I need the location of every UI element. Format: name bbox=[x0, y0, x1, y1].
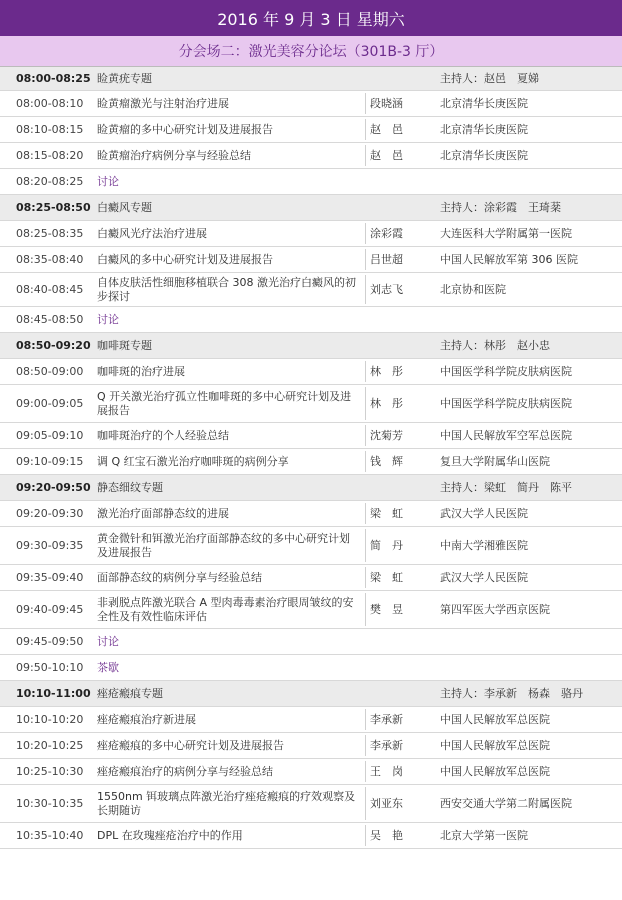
time-cell: 09:35-09:40 bbox=[16, 570, 84, 584]
time-cell: 09:20-09:30 bbox=[16, 506, 84, 520]
topic-cell: 讨论 bbox=[97, 634, 119, 648]
topic-cell: 非剥脱点阵激光联合 A 型肉毒毒素治疗眼周皱纹的安全性及有效性临床评估 bbox=[97, 595, 354, 623]
talk-row bbox=[0, 423, 622, 449]
time-cell: 09:45-09:50 bbox=[16, 634, 84, 648]
institution-cell: 中国人民解放军空军总医院 bbox=[440, 428, 572, 442]
institution-cell: 北京协和医院 bbox=[440, 282, 506, 296]
column-divider bbox=[365, 223, 366, 244]
section-title: 睑黄疣专题 bbox=[97, 71, 152, 85]
column-divider bbox=[365, 145, 366, 166]
speaker-cell: 钱 辉 bbox=[370, 454, 403, 468]
column-divider bbox=[365, 119, 366, 140]
institution-cell: 北京清华长庚医院 bbox=[440, 148, 528, 162]
schedule-table bbox=[0, 66, 622, 849]
topic-cell: 痤疮瘢痕治疗新进展 bbox=[97, 712, 196, 726]
talk-row bbox=[0, 707, 622, 733]
speaker-cell: 沈菊芳 bbox=[370, 428, 403, 442]
section-row bbox=[0, 333, 622, 359]
time-cell: 09:40-09:45 bbox=[16, 602, 84, 616]
host-cell: 主持人：梁虹 简丹 陈平 bbox=[440, 480, 572, 494]
speaker-cell: 涂彩霞 bbox=[370, 226, 403, 240]
talk-row bbox=[0, 527, 622, 565]
time-cell: 09:50-10:10 bbox=[16, 660, 84, 674]
topic-cell: 白癜风光疗法治疗进展 bbox=[97, 226, 207, 240]
time-cell: 09:20-09:50 bbox=[16, 480, 91, 494]
time-cell: 08:15-08:20 bbox=[16, 148, 84, 162]
column-divider bbox=[365, 93, 366, 114]
section-title: 静态细纹专题 bbox=[97, 480, 163, 494]
topic-cell: 茶歇 bbox=[97, 660, 119, 674]
topic-cell: 调 Q 红宝石激光治疗咖啡斑的病例分享 bbox=[97, 454, 289, 468]
section-row bbox=[0, 195, 622, 221]
talk-row bbox=[0, 221, 622, 247]
section-title: 痤疮瘢痕专题 bbox=[97, 686, 163, 700]
column-divider bbox=[365, 761, 366, 782]
speaker-cell: 简 丹 bbox=[370, 538, 403, 552]
section-row bbox=[0, 681, 622, 707]
section-title: 白癜风专题 bbox=[97, 200, 152, 214]
time-cell: 10:20-10:25 bbox=[16, 738, 84, 752]
institution-cell: 第四军医大学西京医院 bbox=[440, 602, 550, 616]
time-cell: 08:10-08:15 bbox=[16, 122, 84, 136]
institution-cell: 中国医学科学院皮肤病医院 bbox=[440, 396, 572, 410]
speaker-cell: 刘志飞 bbox=[370, 282, 403, 296]
institution-cell: 中南大学湘雅医院 bbox=[440, 538, 528, 552]
institution-cell: 复旦大学附属华山医院 bbox=[440, 454, 550, 468]
time-cell: 09:05-09:10 bbox=[16, 428, 84, 442]
talk-row bbox=[0, 591, 622, 629]
speaker-cell: 樊 昱 bbox=[370, 602, 403, 616]
break-row bbox=[0, 307, 622, 333]
time-cell: 08:45-08:50 bbox=[16, 312, 84, 326]
institution-cell: 北京清华长庚医院 bbox=[440, 122, 528, 136]
institution-cell: 中国人民解放军总医院 bbox=[440, 712, 550, 726]
time-cell: 08:50-09:00 bbox=[16, 364, 84, 378]
talk-row bbox=[0, 273, 622, 307]
topic-cell: 白癜风的多中心研究计划及进展报告 bbox=[97, 252, 273, 266]
institution-cell: 北京大学第一医院 bbox=[440, 828, 528, 842]
institution-cell: 中国人民解放军总医院 bbox=[440, 738, 550, 752]
time-cell: 10:10-11:00 bbox=[16, 686, 91, 700]
talk-row bbox=[0, 449, 622, 475]
time-cell: 08:20-08:25 bbox=[16, 174, 84, 188]
institution-cell: 北京清华长庚医院 bbox=[440, 96, 528, 110]
column-divider bbox=[365, 275, 366, 304]
speaker-cell: 林 彤 bbox=[370, 396, 403, 410]
section-row bbox=[0, 475, 622, 501]
talk-row bbox=[0, 565, 622, 591]
talk-row bbox=[0, 143, 622, 169]
topic-cell: 咖啡斑的治疗进展 bbox=[97, 364, 185, 378]
talk-row bbox=[0, 247, 622, 273]
speaker-cell: 吕世超 bbox=[370, 252, 403, 266]
speaker-cell: 梁 虹 bbox=[370, 570, 403, 584]
time-cell: 09:00-09:05 bbox=[16, 396, 84, 410]
host-cell: 主持人：李承新 杨森 骆丹 bbox=[440, 686, 583, 700]
column-divider bbox=[365, 451, 366, 472]
topic-cell: 咖啡斑治疗的个人经验总结 bbox=[97, 428, 229, 442]
institution-cell: 武汉大学人民医院 bbox=[440, 506, 528, 520]
speaker-cell: 梁 虹 bbox=[370, 506, 403, 520]
topic-cell: 讨论 bbox=[97, 312, 119, 326]
column-divider bbox=[365, 825, 366, 846]
time-cell: 10:30-10:35 bbox=[16, 796, 84, 810]
host-cell: 主持人：涂彩霞 王琦棻 bbox=[440, 200, 561, 214]
topic-cell: DPL 在玫瑰痤疮治疗中的作用 bbox=[97, 828, 243, 842]
topic-cell: 黄金微针和铒激光治疗面部静态纹的多中心研究计划及进展报告 bbox=[97, 531, 350, 559]
speaker-cell: 王 岗 bbox=[370, 764, 403, 778]
time-cell: 08:25-08:50 bbox=[16, 200, 91, 214]
host-cell: 主持人：赵邑 夏娣 bbox=[440, 71, 539, 85]
column-divider bbox=[365, 735, 366, 756]
column-divider bbox=[365, 593, 366, 626]
topic-cell: 激光治疗面部静态纹的进展 bbox=[97, 506, 229, 520]
speaker-cell: 吴 艳 bbox=[370, 828, 403, 842]
speaker-cell: 李承新 bbox=[370, 712, 403, 726]
column-divider bbox=[365, 425, 366, 446]
topic-cell: Q 开关激光治疗孤立性咖啡斑的多中心研究计划及进展报告 bbox=[97, 389, 352, 417]
host-cell: 主持人：林彤 赵小忠 bbox=[440, 338, 550, 352]
column-divider bbox=[365, 787, 366, 820]
institution-cell: 武汉大学人民医院 bbox=[440, 570, 528, 584]
topic-cell: 自体皮肤活性细胞移植联合 308 激光治疗白癜风的初步探讨 bbox=[97, 275, 356, 303]
topic-cell: 睑黄瘤治疗病例分享与经验总结 bbox=[97, 148, 251, 162]
topic-cell: 痤疮瘢痕治疗的病例分享与经验总结 bbox=[97, 764, 273, 778]
column-divider bbox=[365, 503, 366, 524]
section-title: 咖啡斑专题 bbox=[97, 338, 152, 352]
time-cell: 08:50-09:20 bbox=[16, 338, 91, 352]
topic-cell: 痤疮瘢痕的多中心研究计划及进展报告 bbox=[97, 738, 284, 752]
talk-row bbox=[0, 359, 622, 385]
time-cell: 10:10-10:20 bbox=[16, 712, 84, 726]
institution-cell: 中国医学科学院皮肤病医院 bbox=[440, 364, 572, 378]
talk-row bbox=[0, 823, 622, 849]
talk-row bbox=[0, 759, 622, 785]
section-row bbox=[0, 67, 622, 91]
time-cell: 08:40-08:45 bbox=[16, 282, 84, 296]
speaker-cell: 赵 邑 bbox=[370, 148, 403, 162]
institution-cell: 大连医科大学附属第一医院 bbox=[440, 226, 572, 240]
time-cell: 10:35-10:40 bbox=[16, 828, 84, 842]
column-divider bbox=[365, 529, 366, 562]
institution-cell: 中国人民解放军第 306 医院 bbox=[440, 252, 578, 266]
break-row bbox=[0, 655, 622, 681]
column-divider bbox=[365, 361, 366, 382]
time-cell: 08:00-08:25 bbox=[16, 71, 91, 85]
topic-cell: 讨论 bbox=[97, 174, 119, 188]
break-row bbox=[0, 629, 622, 655]
time-cell: 08:00-08:10 bbox=[16, 96, 84, 110]
time-cell: 08:35-08:40 bbox=[16, 252, 84, 266]
speaker-cell: 李承新 bbox=[370, 738, 403, 752]
talk-row bbox=[0, 733, 622, 759]
talk-row bbox=[0, 501, 622, 527]
venue-header: 分会场二：激光美容分论坛（301B-3 厅） bbox=[0, 36, 622, 66]
time-cell: 09:30-09:35 bbox=[16, 538, 84, 552]
talk-row bbox=[0, 385, 622, 423]
speaker-cell: 林 彤 bbox=[370, 364, 403, 378]
column-divider bbox=[365, 709, 366, 730]
time-cell: 08:25-08:35 bbox=[16, 226, 84, 240]
speaker-cell: 赵 邑 bbox=[370, 122, 403, 136]
break-row bbox=[0, 169, 622, 195]
column-divider bbox=[365, 249, 366, 270]
topic-cell: 面部静态纹的病例分享与经验总结 bbox=[97, 570, 262, 584]
topic-cell: 1550nm 铒玻璃点阵激光治疗痤疮瘢痕的疗效观察及长期随访 bbox=[97, 789, 356, 817]
column-divider bbox=[365, 567, 366, 588]
topic-cell: 睑黄瘤的多中心研究计划及进展报告 bbox=[97, 122, 273, 136]
talk-row bbox=[0, 785, 622, 823]
talk-row bbox=[0, 91, 622, 117]
column-divider bbox=[365, 387, 366, 420]
institution-cell: 中国人民解放军总医院 bbox=[440, 764, 550, 778]
talk-row bbox=[0, 117, 622, 143]
speaker-cell: 段晓涵 bbox=[370, 96, 403, 110]
topic-cell: 睑黄瘤激光与注射治疗进展 bbox=[97, 96, 229, 110]
speaker-cell: 刘亚东 bbox=[370, 796, 403, 810]
time-cell: 09:10-09:15 bbox=[16, 454, 84, 468]
time-cell: 10:25-10:30 bbox=[16, 764, 84, 778]
institution-cell: 西安交通大学第二附属医院 bbox=[440, 796, 572, 810]
date-header: 2016 年 9 月 3 日 星期六 bbox=[0, 0, 622, 36]
